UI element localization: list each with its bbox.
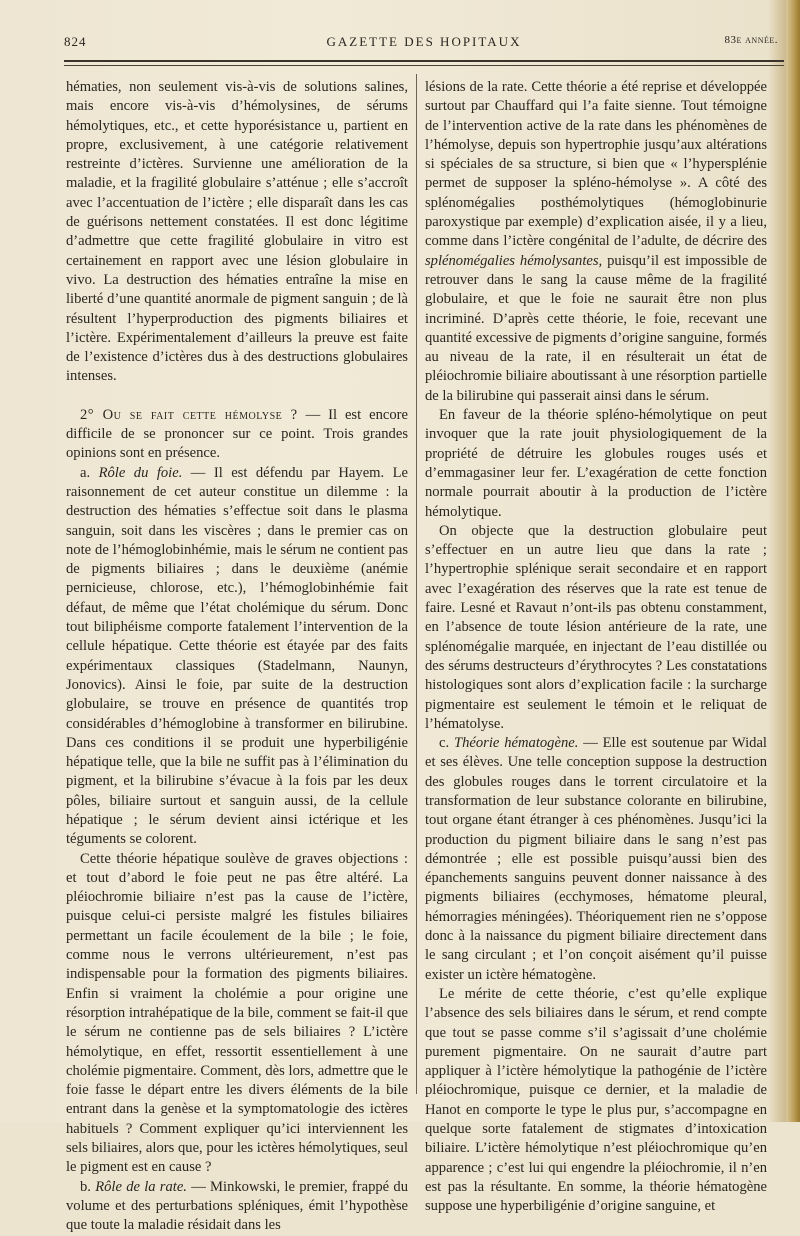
emphasis: splénomégalies hémolysantes,	[425, 252, 603, 269]
paragraph: On objecte que la destruction globulaire peut s’effectuer en un autre lieu que dans la rate ; l’hypertrophie splénique serait secondaire et en rapport avec l’exagération des réserves que la rate est tenue de faire. Lesné et Ravaut n’ont-ils pas obtenu constamment, en l’absence de toute lésion antérieure de la rate, une splénomégalie marquée, en injectant de l’eau distillée ou des sérums destructeurs d’érythrocytes ? Les constatations histologiques sont alors d’explication facile : la surcharge pigmentaire est seulement le témoin et le reliquat de l’hématolyse.	[425, 522, 767, 732]
paragraph: lésions de la rate. Cette théorie a été reprise et développée surtout par Chauffard qui l’a faite sienne. Tout témoigne de l’intervention active de la rate dans les phénomènes de l’hémolyse, depuis son hypertrophie jusqu’aux altérations si spéciales de sa structure, si bien que « l’hypersplénie permet de supposer la spléno-hémolyse ». A côté des splénomégalies posthémolytiques (hémoglobinurie paroxystique par exemple) d’explication aisée, il y a lieu, comme dans l’ictère congénital de l’adulte, de décrire des splénomégalies hémolysantes, puisqu’il est impossible de retrouver dans le sang la cause même de la fragilité globulaire, et que le foie ne saurait être non plus incriminé. D’après cette théorie, le foie, recevant une quantité excessive de pigments d’origine sanguine, formés au niveau de la rate, il en résulterait un état de pléiochromie biliaire aboutissant à une résorption partielle de la bilirubine qui passerait ainsi dans le sérum.	[425, 79, 767, 404]
paragraph: hématies, non seulement vis-à-vis de solutions salines, mais encore vis-à-vis d’hémolysines, de sérums hémolytiques, etc., et cette hyporésistance u, partient en propre, exclusivement, à une catégorie relativement restreinte d’ictères. Survienne une amélioration de la maladie, et la fragilité globulaire s’atténue ; elle s’accroît avec l’accentuation de l’ictère ; elle disparaît dans les cas de guérisons nettement constatées. Il est donc légitime d’admettre que cette fragilité globulaire in vitro est certainement en rapport avec une lésion globulaire in vivo. La destruction des hématies entraîne la mise en liberté d’une quantité anormale de pigment sanguin ; de là résultent l’hyperproduction des pigments biliaires et l’ictère. Expérimentalement d’ailleurs la preuve est faite de l’existence d’ictères dus à des destructions globulaires intenses.	[66, 79, 408, 385]
paragraph: 2° Ou se fait cette hémolyse ? — Il est encore difficile de se prononcer sur ce point. Trois grandes opinions sont en présence.	[66, 406, 408, 462]
right-column	[425, 78, 767, 1217]
year-label: 83e année.	[724, 34, 778, 46]
section-heading: 2° Ou se fait cette hémolyse ?	[80, 406, 298, 423]
paragraph: Cette théorie hépatique soulève de graves objections : et tout d’abord le foie peut ne pas être altéré. La pléiochromie biliaire n’est pas la cause de l’ictère, puisque celui-ci persiste malgré les fistules biliaires permettant un facile écoulement de la bile ; le foie, comme nous le verrons ultérieurement, n’est pas indispensable pour la formation des pigments biliaires. Enfin si vraiment la cholémie a pour origine une résorption intrahépatique de la bile, comment se fait-il que le sérum ne contienne pas de sels biliaires ? L’ictère hémolytique, en effet, ressortit essentiellement à une cholémie pigmentaire. Comment, dès lors, admettre que le foie fasse le départ entre les divers éléments de la bile entrant dans la genèse et la symptomatologie des ictères habituels ? Comment expliquer qu’ici interviennent les sels biliaires, alors que, pour les ictères hémolytiques, seul le pigment est en cause ?	[66, 850, 408, 1176]
subsection-title: Rôle du foie.	[98, 464, 183, 481]
page-edge	[786, 0, 800, 1122]
column-divider	[416, 74, 417, 1094]
subsection-title: Théorie hématogène.	[453, 735, 579, 752]
header-rule-thick	[64, 60, 784, 62]
paragraph: b. Rôle de la rate. — Minkowski, le premier, frappé du volume et des perturbations spléniques, émit l’hypothèse que toute la maladie résidait dans les	[66, 1178, 408, 1234]
page-number: 824	[64, 34, 87, 49]
header-rule-thin	[64, 65, 784, 66]
left-column	[66, 78, 408, 1236]
paragraph: c. Théorie hématogène. — Elle est soutenue par Widal et ses élèves. Une telle conception suppose la destruction des globules rouges dans le torrent circulatoire et la transformation de leur substance colorante en bilirubine, tout organe étant étranger à ces phénomènes. Jusqu’ici la production du pigment biliaire dans le sang n’est pas démontrée ; elle est possible puisqu’aussi bien des épanchements sanguins peuvent donner naissance à des pigments biliaires (ecchymoses, hématome pleural, hémorragies méningées). Théoriquement rien ne s’oppose donc à la naissance du pigment biliaire directement dans le sang circulant ; et l’on conçoit aisément qu’il puisse exister un ictère hématogène.	[425, 735, 767, 983]
paragraph: a. Rôle du foie. — Il est défendu par Hayem. Le raisonnement de cet auteur constitue un dilemme : la destruction des hématies s’effectue soit dans le plasma sanguin, soit dans les viscères ; dans le premier cas on note de l’hémoglobinhémie, mais le sérum ne contient pas de pigments biliaires ; dans le deuxième (anémie pernicieuse, chlorose, etc.), l’hémoglobinhémie fait défaut, de même que l’état cholémique du sérum. Donc tout biliphéisme comporte fatalement l’intervention de la cellule hépatique. Cette théorie est étayée par des faits expérimentaux classiques (Stadelmann, Naunyn, Jonovics). Ainsi le foie, par suite de la destruction globulaire, se trouve en présence de quantités trop considérables d’hémoglobine à transformer en bilirubine. Dans ces conditions il se produit une hyperbiligénie hépatique telle, que la bile ne suffit pas à l’élimination du pigment, et la bilirubine s’évacue à la fois par les deux pôles, biliaire surtout et sanguin aussi, de la cellule hépatique ; le sérum devient ainsi ictérique et les téguments se colorent.	[66, 464, 409, 848]
journal-title: GAZETTE DES HOPITAUX	[326, 34, 522, 49]
paragraph: Le mérite de cette théorie, c’est qu’elle explique l’absence des sels biliaires dans le sérum, et rend compte que tout se passe comme s’il s’agissait d’une cholémie purement pigmentaire. On ne saurait d’autre part appliquer à l’ictère hémolytique la pathogénie de l’ictère pléiochromique, puisque ce dernier, et la maladie de Hanot en comporte le type le plus pur, s’accompagne en quelque sorte fatalement de stigmates d’intoxication biliaire. L’ictère hémolytique n’est pléiochromique qu’en apparence ; c’est lui qui engendre la pléiochromie, il n’en est pas la résultante. En somme, la théorie hématogène suppose une hyperbiligénie d’origine sanguine, et	[425, 985, 767, 1215]
running-head	[64, 34, 784, 56]
subsection-title: Rôle de la rate.	[95, 1178, 187, 1195]
paragraph: En faveur de la théorie spléno-hémolytique on peut invoquer que la rate jouit physiologiquement de la propriété de détruire les globules rouges usés et d’emmagasiner leur fer. L’exagération de cette fonction normale pourrait aboutir à la production de l’ictère hémolytique.	[425, 407, 767, 520]
